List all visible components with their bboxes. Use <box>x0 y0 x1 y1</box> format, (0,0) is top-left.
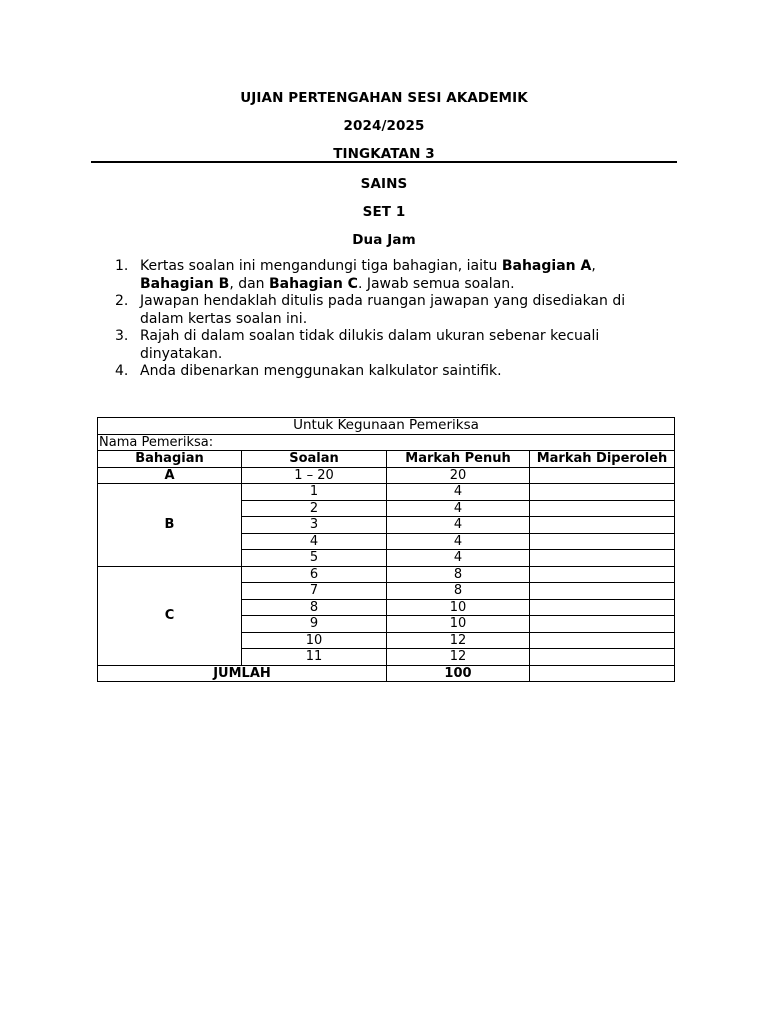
soalan-cell: 10 <box>242 632 387 649</box>
instruction-text: , dan <box>229 275 270 292</box>
exam-title: UJIAN PERTENGAHAN SESI AKADEMIK <box>240 90 528 106</box>
markah-penuh-cell: 4 <box>387 517 530 534</box>
instruction-text: Rajah di dalam soalan tidak dilukis dalam ukuran sebenar kecuali dinyatakan. <box>140 328 600 362</box>
col-header-markah-penuh: Markah Penuh <box>387 451 530 468</box>
total-row <box>98 665 675 682</box>
soalan-cell: 5 <box>242 550 387 567</box>
table-row <box>98 484 675 501</box>
total-label: JUMLAH <box>98 665 387 682</box>
academic-year: 2024/2025 <box>343 118 425 134</box>
markah-diperoleh-cell <box>530 533 675 550</box>
markah-penuh-cell: 4 <box>387 500 530 517</box>
instruction-text: Anda dibenarkan menggunakan kalkulator saintifik. <box>140 363 502 379</box>
instruction-number: 4. <box>115 363 129 379</box>
header-divider <box>91 161 677 163</box>
instruction-text: Kertas soalan ini mengandungi tiga bahagian, iaitu <box>140 258 502 274</box>
col-header-markah-diperoleh: Markah Diperoleh <box>530 451 675 468</box>
markah-penuh-cell: 10 <box>387 599 530 616</box>
soalan-cell: 9 <box>242 616 387 633</box>
soalan-cell: 8 <box>242 599 387 616</box>
form-level: TINGKATAN 3 <box>333 146 435 162</box>
instruction-text: Jawapan hendaklah ditulis pada ruangan jawapan yang disediakan di dalam kertas soalan ini. <box>140 293 626 327</box>
table-header-row <box>98 451 675 468</box>
markah-diperoleh-cell <box>530 599 675 616</box>
instruction-number: 3. <box>115 328 129 344</box>
markah-penuh-cell: 4 <box>387 484 530 501</box>
markah-diperoleh-cell <box>530 616 675 633</box>
section-a-soalan: 1 – 20 <box>242 467 387 484</box>
soalan-cell: 4 <box>242 533 387 550</box>
markah-penuh-cell: 4 <box>387 550 530 567</box>
markah-diperoleh-cell <box>530 632 675 649</box>
set-label: SET 1 <box>362 204 406 220</box>
markah-diperoleh-cell <box>530 550 675 567</box>
markah-diperoleh-cell <box>530 566 675 583</box>
col-header-bahagian: Bahagian <box>98 451 242 468</box>
instruction-item <box>112 363 672 381</box>
section-c-label: C <box>98 566 242 665</box>
instruction-emphasis: Bahagian C <box>269 275 358 292</box>
instruction-text: . Jawab semua soalan. <box>357 275 515 292</box>
soalan-cell: 7 <box>242 583 387 600</box>
examiner-name-label: Nama Pemeriksa: <box>98 434 675 451</box>
section-b-label: B <box>98 484 242 567</box>
soalan-cell: 1 <box>242 484 387 501</box>
subject-title: SAINS <box>360 176 408 192</box>
markah-diperoleh-cell <box>530 517 675 534</box>
instruction-number: 1. <box>115 258 129 274</box>
table-row <box>98 467 675 484</box>
instruction-text: , <box>591 258 596 274</box>
instruction-emphasis: Bahagian B <box>140 275 230 292</box>
examiner-table <box>97 417 675 682</box>
instruction-item <box>112 328 672 363</box>
duration-label: Dua Jam <box>352 232 416 248</box>
table-title-row <box>98 418 675 435</box>
markah-diperoleh-cell <box>530 649 675 666</box>
instructions-list <box>112 258 672 381</box>
markah-diperoleh-cell <box>530 583 675 600</box>
total-diperoleh <box>530 665 675 682</box>
instruction-item <box>112 293 672 328</box>
markah-penuh-cell: 12 <box>387 649 530 666</box>
soalan-cell: 11 <box>242 649 387 666</box>
markah-diperoleh-cell <box>530 500 675 517</box>
col-header-soalan: Soalan <box>242 451 387 468</box>
instruction-emphasis: Bahagian A <box>501 258 592 274</box>
markah-penuh-cell: 8 <box>387 583 530 600</box>
table-title: Untuk Kegunaan Pemeriksa <box>98 418 675 435</box>
soalan-cell: 2 <box>242 500 387 517</box>
markah-penuh-cell: 4 <box>387 533 530 550</box>
soalan-cell: 6 <box>242 566 387 583</box>
markah-penuh-cell: 8 <box>387 566 530 583</box>
markah-penuh-cell: 12 <box>387 632 530 649</box>
markah-penuh-cell: 10 <box>387 616 530 633</box>
section-a-label: A <box>98 467 242 484</box>
instruction-item <box>112 258 672 293</box>
soalan-cell: 3 <box>242 517 387 534</box>
total-markah: 100 <box>387 665 530 682</box>
markah-diperoleh-cell <box>530 484 675 501</box>
table-row <box>98 566 675 583</box>
examiner-name-row <box>98 434 675 451</box>
section-a-diperoleh <box>530 467 675 484</box>
instruction-number: 2. <box>115 293 129 309</box>
section-a-markah: 20 <box>387 467 530 484</box>
